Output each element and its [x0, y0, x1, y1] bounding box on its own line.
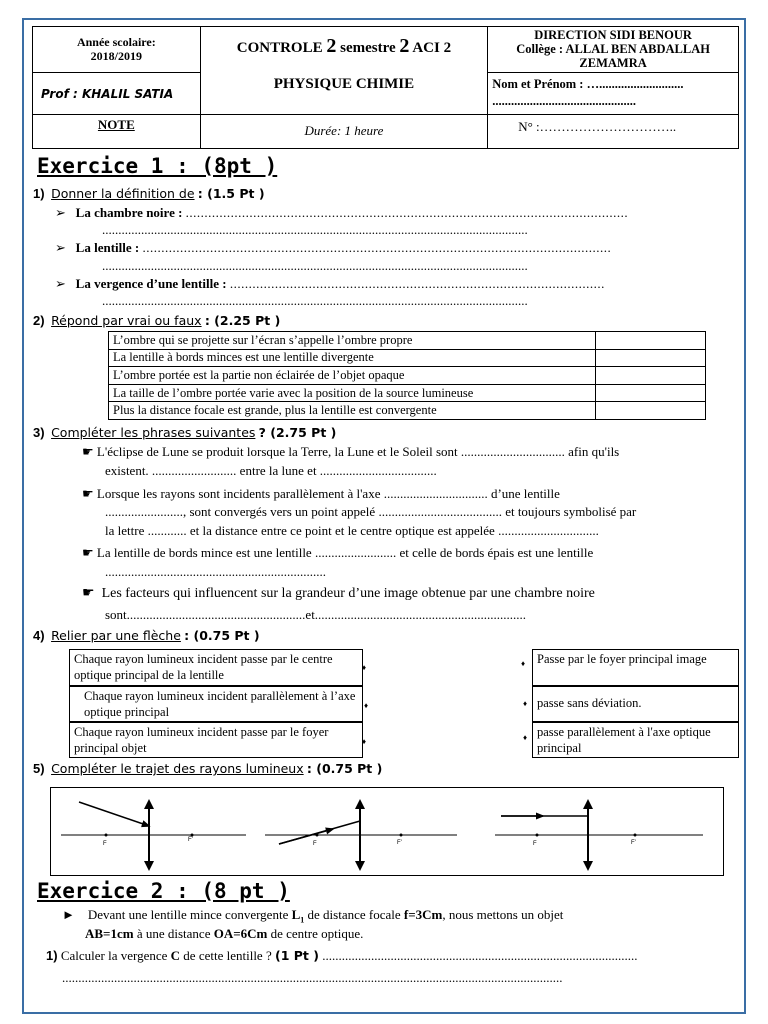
statement: L’ombre portée est la partie non éclairée de l’objet opaque — [109, 367, 596, 385]
sentence-3-cont: .................................................................... — [105, 564, 326, 579]
pointing-hand-icon: ☛ — [82, 486, 94, 501]
definition-dots: ................................................................................................................................... — [102, 258, 528, 273]
arrowhead-icon: ➢ — [55, 276, 66, 291]
focus-label: F' — [188, 837, 193, 843]
question-1: 1) Donner la définition de : (1.5 Pt ) — [33, 186, 265, 201]
statement: La taille de l’ombre portée varie avec la position de la source lumineuse — [109, 384, 596, 402]
definition-dots: ................................................................................................................................... — [102, 222, 528, 237]
year-value: 2018/2019 — [90, 49, 143, 63]
answer-dots: .......................................................................................................................................................... — [62, 970, 563, 985]
question-points: (1 Pt ) — [274, 948, 319, 963]
exercise-2-intro-cont: AB=1cm à une distance OA=6Cm de centre optique. — [85, 926, 364, 941]
ray-diagram-box — [50, 787, 724, 876]
title-cell — [200, 27, 487, 115]
duration: Durée: 1 heure — [304, 123, 384, 138]
note-label: NOTE — [97, 117, 135, 132]
controle-label: CONTROLE — [236, 40, 323, 56]
object-distance: OA=6Cm — [213, 926, 268, 941]
bullet-icon[interactable]: ♦ — [523, 733, 528, 742]
subject: PHYSIQUE CHIMIE — [273, 76, 415, 92]
lens-diagram-2 — [265, 804, 457, 866]
focus-label: F' — [397, 840, 402, 846]
match-left-item[interactable]: Chaque rayon lumineux incident passe par le foyer principal objet — [69, 722, 363, 758]
sentence-2-cont: ........................, sont convergés vers un point appelé ...................................... et toujours symbolisé par — [105, 504, 637, 519]
focus-point — [400, 834, 403, 837]
note-cell — [33, 115, 201, 149]
question-4: 4) Relier par une flèche : (0.75 Pt ) — [33, 628, 260, 643]
ray-arrow — [279, 829, 333, 844]
match-right-item[interactable]: passe sans déviation. — [532, 686, 739, 722]
direction: DIRECTION SIDI BENOUR — [534, 28, 692, 42]
sentence-2-cont: la lettre ............ et la distance entre ce point et le centre optique est appelée ............................... — [105, 523, 599, 538]
question-2-points: : (2.25 Pt ) — [204, 313, 281, 328]
exercise-1-title: Exercice 1 : (8pt ) — [37, 154, 278, 178]
header-table — [32, 26, 739, 149]
definition-item: ➢ La vergence d’une lentille : .................................................................................................... — [55, 276, 605, 291]
pointing-hand-icon: ☛ — [82, 545, 94, 560]
bullet-icon[interactable]: ♦ — [364, 701, 369, 710]
pointing-hand-icon: ☛ — [82, 444, 94, 459]
name-cell — [488, 73, 739, 115]
definition-dots: ................................................................................................................................... — [102, 293, 528, 308]
bullet-icon[interactable]: ♦ — [362, 663, 367, 672]
focus-label: F' — [631, 840, 636, 846]
exercise-2-title: Exercice 2 : (8 pt ) — [37, 879, 290, 903]
level-label: ACI 2 — [412, 40, 452, 56]
pointing-hand-icon: ☛ — [82, 586, 95, 601]
incident-ray[interactable] — [79, 802, 149, 826]
arrowhead-icon: ➢ — [55, 240, 66, 255]
city: ZEMAMRA — [579, 56, 647, 70]
prof-cell — [33, 73, 201, 115]
prof-name: Prof : KHALIL SATIA — [41, 86, 174, 101]
sentence-4-cont: sont.......................................................et................................................................. — [105, 607, 527, 622]
play-icon: ► — [62, 907, 75, 922]
question-4-label: Relier par une flèche — [51, 628, 181, 643]
focal-length: f=3Cm — [403, 907, 443, 922]
lens-name: $L_1$ — [291, 907, 305, 925]
controle-num: 2 — [326, 35, 337, 57]
lens-diagram-3 — [495, 804, 703, 866]
college: Collège : ALLAL BEN ABDALLAH — [516, 42, 710, 56]
exercise-2-intro: ► Devant une lentille mince convergente $L_1$ de distance focale f=3Cm, nous mettons un objet — [62, 907, 564, 925]
table-row — [109, 367, 706, 385]
sentence-2: ☛ Lorsque les rayons sont incidents parallèlement à l'axe ................................ d’une lentille — [82, 486, 560, 501]
question-1-label: Donner la définition de — [51, 186, 195, 201]
statement: La lentille à bords minces est une lentille divergente — [109, 349, 596, 367]
object-size: AB=1cm — [85, 926, 134, 941]
duration-cell — [200, 115, 487, 149]
focus-label: F — [533, 841, 537, 847]
ray-diagrams — [51, 788, 725, 877]
name-dots: .............................................. — [492, 94, 636, 108]
focus-point — [105, 834, 108, 837]
focus-point — [634, 834, 637, 837]
match-left-item[interactable]: Chaque rayon lumineux incident passe par le centre optique principal de la lentille — [69, 649, 363, 686]
focus-label: F — [313, 841, 317, 847]
bullet-icon[interactable]: ♦ — [521, 659, 526, 668]
sentence-3: ☛ La lentille de bords mince est une lentille ......................... et celle de bords épais est une lentille — [82, 545, 594, 560]
direction-cell — [488, 27, 739, 73]
question-2-label: Répond par vrai ou faux — [51, 313, 202, 328]
match-right-item[interactable]: Passe par le foyer principal image — [532, 649, 739, 686]
student-number: N° :………………………….. — [518, 119, 677, 134]
bullet-icon[interactable]: ♦ — [362, 737, 367, 746]
question-3-points: ? (2.75 Pt ) — [258, 425, 337, 440]
table-row — [109, 332, 706, 350]
sentence-1-cont: existent. .......................... entre la lune et .................................... — [105, 463, 437, 478]
number-cell — [488, 115, 739, 149]
focus-point — [536, 834, 539, 837]
match-right-item[interactable]: passe parallèlement à l'axe optique principal — [532, 722, 739, 758]
lens-diagram-1 — [61, 802, 246, 866]
name-label: Nom et Prénom : …........................... — [492, 77, 684, 91]
question-1-points: : (1.5 Pt ) — [197, 186, 265, 201]
statement: Plus la distance focale est grande, plus la lentille est convergente — [109, 402, 596, 420]
answer-cell[interactable] — [596, 402, 706, 420]
school-year-cell — [33, 27, 201, 73]
question-4-points: : (0.75 Pt ) — [184, 628, 260, 643]
true-false-table — [108, 331, 706, 420]
bullet-icon[interactable]: ♦ — [523, 699, 528, 708]
statement: L’ombre qui se projette sur l’écran s’appelle l’ombre propre — [109, 332, 596, 350]
question-3-label: Compléter les phrases suivantes — [51, 425, 256, 440]
table-row — [109, 384, 706, 402]
answer-cell[interactable] — [596, 367, 706, 385]
definition-item: ➢ La chambre noire : ...................................................................................................................... — [55, 205, 629, 220]
question-2: 2) Répond par vrai ou faux : (2.25 Pt ) — [33, 313, 281, 328]
question-3: 3) Compléter les phrases suivantes ? (2.75 Pt ) — [33, 425, 337, 440]
sentence-4: ☛ Les facteurs qui influencent sur la grandeur d’une image obtenue par une chambre noire — [82, 586, 595, 601]
table-row — [109, 402, 706, 420]
question-5-points: : (0.75 Pt ) — [306, 761, 383, 776]
semestre-label: semestre — [340, 40, 396, 56]
answer-cell[interactable] — [596, 349, 706, 367]
exercise-2-question-1: 1) Calculer la vergence C de cette lentille ? (1 Pt ) ................................................................................................. — [46, 948, 638, 963]
match-left-item[interactable]: Chaque rayon lumineux incident parallèlement à l’axe optique principal — [69, 686, 363, 722]
answer-cell[interactable] — [596, 384, 706, 402]
question-5: 5) Compléter le trajet des rayons lumineux : (0.75 Pt ) — [33, 761, 383, 776]
answer-cell[interactable] — [596, 332, 706, 350]
sentence-1: ☛ L'éclipse de Lune se produit lorsque la Terre, la Lune et le Soleil sont ................................ afin qu'ils — [82, 444, 620, 459]
question-5-label: Compléter le trajet des rayons lumineux — [51, 761, 304, 776]
year-label: Année scolaire: — [76, 35, 156, 49]
table-row — [109, 349, 706, 367]
focus-point — [316, 834, 319, 837]
arrowhead-icon: ➢ — [55, 205, 66, 220]
semestre-num: 2 — [399, 35, 410, 57]
focus-label: F — [103, 841, 107, 847]
definition-item: ➢ La lentille : ............................................................................................................................. — [55, 240, 612, 255]
